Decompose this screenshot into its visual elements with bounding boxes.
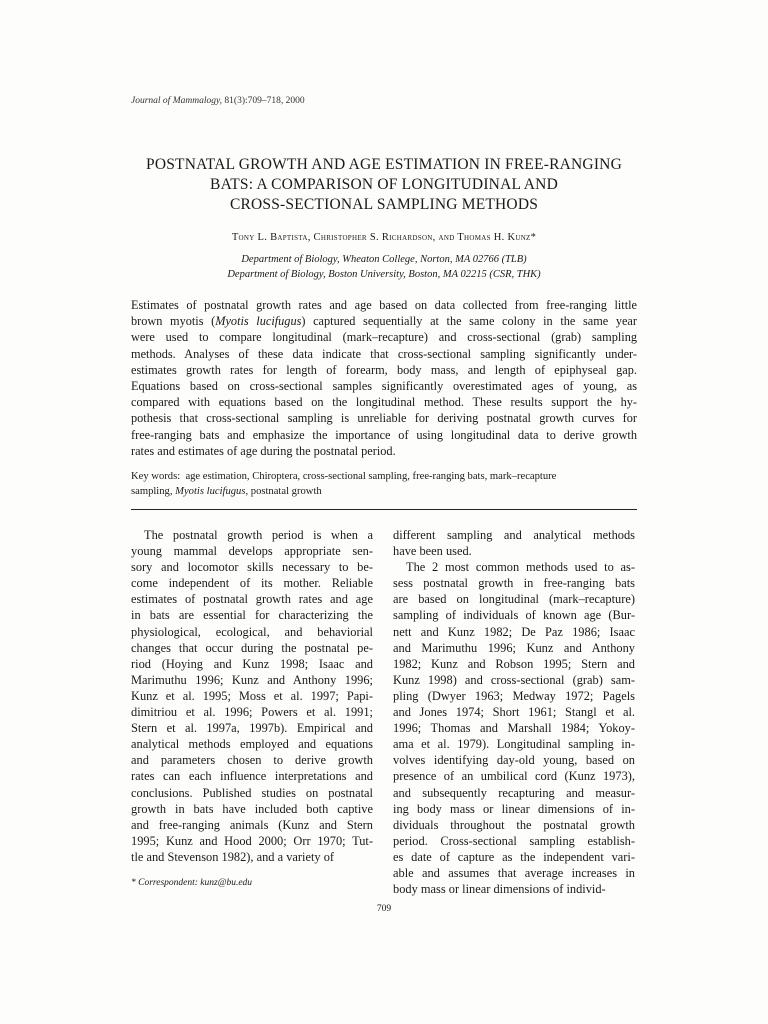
body-text-line: Kunz 1998) and cross-sectional (grab) sam-: [393, 672, 635, 687]
keywords-label: Key words:: [131, 471, 181, 482]
body-text-line: tle and Stevenson 1982), and a variety of: [131, 849, 335, 864]
keywords-line: [131, 469, 637, 484]
body-text-line: and Jones 1974; Short 1961; Stangl et al.: [393, 705, 635, 720]
abstract-text: ) captured sequentially at the same colony in the same year: [301, 314, 637, 329]
body-text-line: ama et al. 1979). Longitudinal sampling in-: [393, 737, 635, 752]
affiliation-line: Department of Biology, Boston University, Boston, MA 02215 (CSR, THK): [227, 269, 541, 280]
journal-volume: 81(3):709–718, 2000: [222, 96, 305, 106]
body-text-line: period. Cross-sectional sampling establish-: [393, 833, 635, 848]
body-text-line: different sampling and analytical methods: [393, 528, 635, 542]
body-text-line: dimitriou et al. 1996; Powers et al. 1991;: [131, 705, 373, 720]
title-line: POSTNATAL GROWTH AND AGE ESTIMATION IN FREE-RANGING: [146, 156, 622, 173]
keywords-text: age estimation, Chiroptera, cross-sectional sampling, free-ranging bats, mark–recapture: [180, 471, 557, 482]
body-text-line: rates can each influence interpretations and: [131, 769, 373, 784]
species-name: Myotis lucifugus,: [175, 486, 249, 497]
keywords-text: sampling,: [131, 486, 176, 497]
body-text-line: Kunz et al. 1995; Moss et al. 1997; Papi-: [131, 688, 373, 703]
body-text-line: and free-ranging animals (Kunz and Stern: [131, 817, 373, 832]
title-line: CROSS-SECTIONAL SAMPLING METHODS: [229, 196, 539, 213]
body-text-line: 1996; Thomas and Marshall 1984; Yokoy-: [393, 721, 635, 736]
body-text-line: Marimuthu 1996; Kunz and Anthony 1996;: [131, 672, 373, 687]
body-text-line: es date of capture as the independent vari-: [393, 849, 635, 864]
body-text-line: sess postnatal growth in free-ranging bats: [393, 576, 635, 591]
abstract-line: methods. Analyses of these data indicate that cross-sectional sampling significantly under-: [131, 346, 637, 361]
body-column-left: [131, 527, 373, 865]
body-text-line: volves identifying day-old young, based on: [393, 753, 635, 768]
abstract-line: [131, 313, 637, 329]
abstract-line: were used to compare longitudinal (mark–recapture) and cross-sectional (grab) sampling: [131, 330, 637, 345]
body-text-line: ing body mass or linear dimensions of in-: [393, 801, 635, 816]
body-text-line: young mammal develops appropriate sen-: [131, 544, 373, 559]
species-name: Myotis lucifugus: [215, 314, 302, 329]
abstract-line: compared with equations based on the longitudinal method. These results support the hy-: [131, 395, 637, 410]
affiliations: [100, 252, 668, 282]
title-line: BATS: A COMPARISON OF LONGITUDINAL AND: [210, 176, 558, 193]
body-text-line: pling (Dwyer 1963; Medway 1972; Pagels: [393, 688, 635, 703]
body-text-line: dividuals throughout the postnatal growth: [393, 817, 635, 832]
body-column-right: [393, 527, 635, 897]
body-text-line: and Marimuthu 1996; Kunz and Anthony: [393, 640, 635, 655]
body-text-line: come independent of its mother. Reliable: [131, 576, 373, 591]
author-list: Tony L. Baptista, Christopher S. Richardson, and Thomas H. Kunz*: [231, 232, 537, 243]
keywords: [131, 469, 637, 499]
article-title: [100, 155, 668, 215]
journal-name: Journal of Mammalogy,: [131, 96, 223, 106]
body-text-line: physiological, ecological, and behaviorial: [131, 624, 373, 639]
body-text-line: changes that occur during the postnatal pe-: [131, 640, 373, 655]
body-text-line: conclusions. Published studies on postnatal: [131, 785, 373, 800]
section-divider: [131, 509, 637, 510]
body-text-line: The postnatal growth period is when a: [144, 528, 373, 542]
body-text-line: and parameters chosen to derive growth: [131, 753, 373, 768]
body-text-line: in bats are essential for characterizing the: [131, 608, 373, 623]
body-text-line: riod (Hoying and Kunz 1998; Isaac and: [131, 656, 373, 671]
body-text-line: have been used.: [393, 544, 472, 559]
keywords-line: [131, 484, 637, 499]
body-text-line: The 2 most common methods used to as-: [406, 560, 635, 575]
abstract: [131, 297, 637, 459]
body-text-line: presence of an umbilical cord (Kunz 1973),: [393, 769, 635, 784]
abstract-line: pothesis that cross-sectional sampling is unreliable for deriving postnatal growth curves for: [131, 411, 637, 426]
abstract-line: Equations based on cross-sectional samples significantly overestimated ages of young, as: [131, 379, 637, 394]
correspondent-footnote: * Correspondent: kunz@bu.edu: [131, 878, 253, 888]
abstract-line: Estimates of postnatal growth rates and age based on data collected from free-ranging little: [131, 298, 637, 312]
body-text-line: able and assumes that average increases in: [393, 865, 635, 880]
body-text-line: sampling of individuals of known age (Bur-: [393, 608, 635, 623]
body-text-line: Stern et al. 1997a, 1997b). Empirical and: [131, 721, 373, 736]
abstract-line: free-ranging bats and emphasize the importance of using longitudinal data to derive growth: [131, 427, 637, 442]
body-text-line: 1982; Kunz and Robson 1995; Stern and: [393, 656, 635, 671]
body-text-line: growth in bats have included both captive: [131, 801, 373, 816]
abstract-line: rates and estimates of age during the postnatal period.: [131, 443, 396, 458]
body-text-line: estimates of postnatal growth rates and age: [131, 592, 373, 607]
body-text-line: body mass or linear dimensions of individ-: [393, 882, 606, 897]
body-text-line: and subsequently recapturing and measur-: [393, 785, 635, 800]
journal-citation: [131, 96, 305, 106]
body-text-line: 1995; Kunz and Hood 2000; Orr 1970; Tut-: [131, 833, 373, 848]
page-number: 709: [376, 904, 392, 914]
keywords-text: postnatal growth: [248, 486, 322, 497]
body-text-line: analytical methods employed and equations: [131, 737, 373, 752]
body-text-line: nett and Kunz 1982; De Paz 1986; Isaac: [393, 624, 635, 639]
affiliation-line: Department of Biology, Wheaton College, Norton, MA 02766 (TLB): [241, 254, 527, 265]
abstract-text: brown myotis (: [131, 314, 216, 329]
body-text-line: sory and locomotor skills necessary to be-: [131, 560, 373, 575]
abstract-line: estimates growth rates for length of forearm, body mass, and length of epiphyseal gap.: [131, 362, 637, 377]
body-text-line: are based on longitudinal (mark–recapture): [393, 592, 635, 607]
